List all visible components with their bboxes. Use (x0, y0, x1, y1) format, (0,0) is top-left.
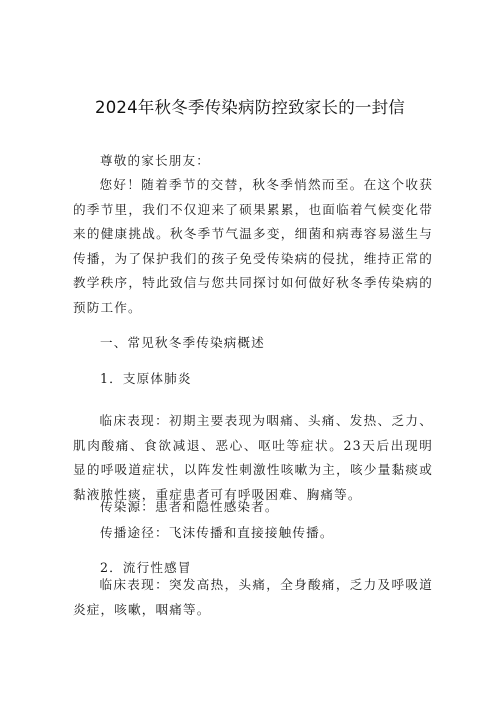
document-title: 2024年秋冬季传染病防控致家长的一封信 (95, 98, 405, 117)
item-heading-mycoplasma: 1．支原体肺炎 (100, 371, 192, 386)
section-heading: 一、常见秋冬季传染病概述 (100, 335, 265, 350)
infection-source: 传染源：患者和隐性感染者。 (100, 499, 279, 514)
transmission-route: 传播途径：飞沫传播和直接接触传播。 (100, 525, 334, 540)
salutation: 尊敬的家长朋友： (100, 153, 210, 168)
item-heading-influenza: 2．流行性感冒 (100, 560, 192, 575)
clinical-paragraph-mycoplasma: 临床表现：初期主要表现为咽痛、头痛、发热、乏力、肌肉酸痛、食欲减退、恶心、呕吐等症状。23天后出现明显的呼吸道症状，以阵发性刺激性咳嗽为主，咳少量黏痰或黏液脓性痰，重症患者可有呼吸困难、胸痛等。 (73, 413, 433, 502)
clinical-paragraph-influenza: 临床表现：突发高热，头痛，全身酸痛，乏力及呼吸道炎症，咳嗽，咽痛等。 (73, 577, 433, 617)
intro-paragraph: 您好！随着季节的交替，秋冬季悄然而至。在这个收获的季节里，我们不仅迎来了硕果累累，也面临着气候变化带来的健康挑战。秋冬季节气温多变，细菌和病毒容易滋生与传播，为了保护我们的孩子免受传染病的侵扰，维持正常的教学秩序，特此致信与您共同探讨如何做好秋冬季传染病的预防工作。 (73, 177, 433, 315)
